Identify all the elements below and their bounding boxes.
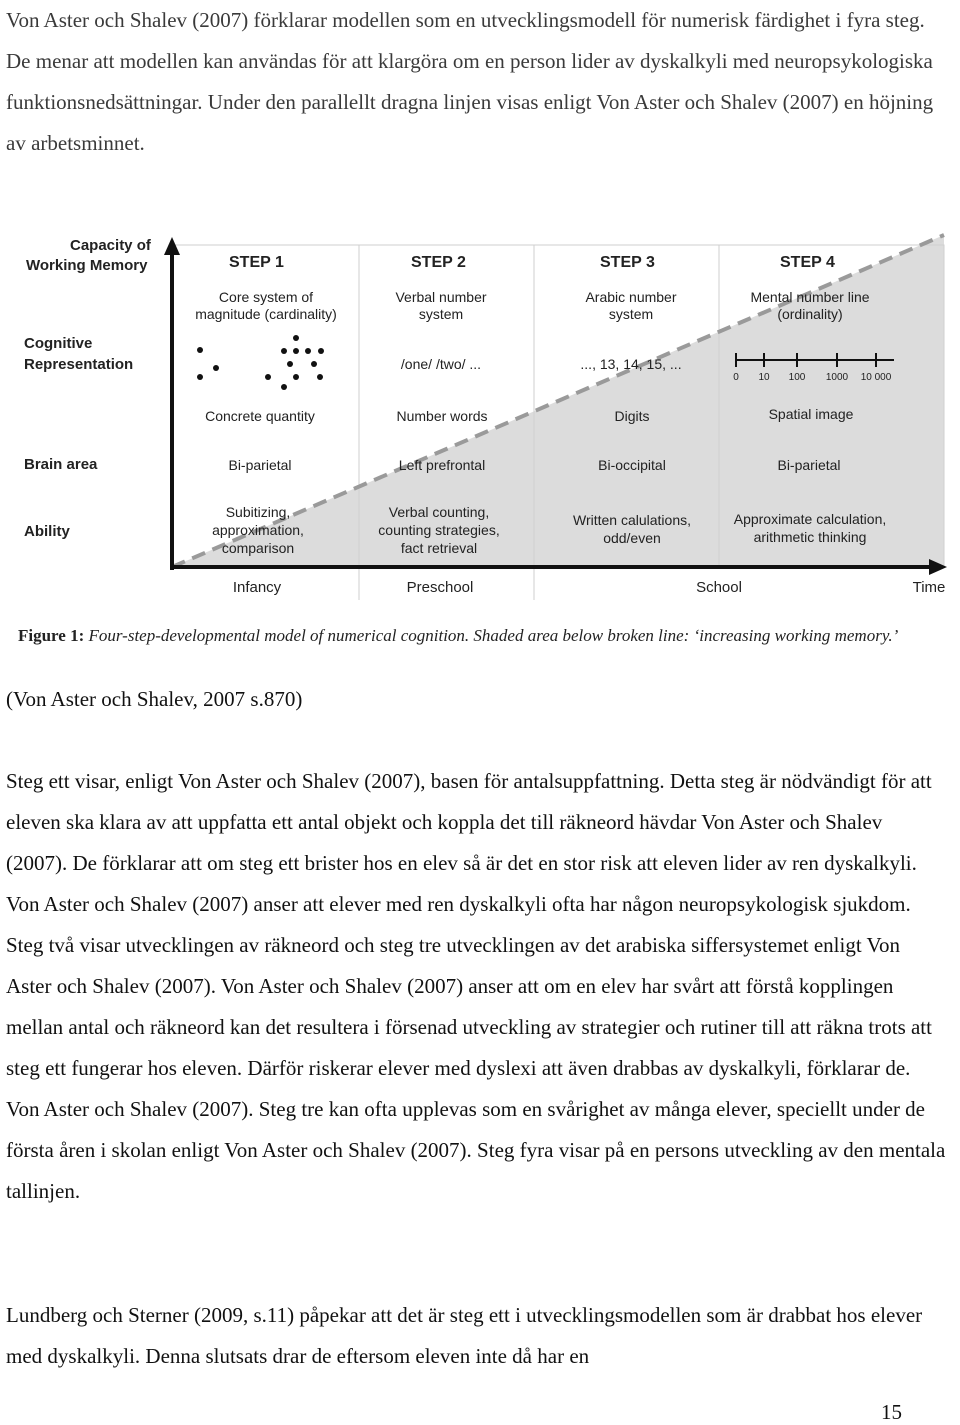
row-label-cognitive-2: Representation <box>24 356 134 373</box>
step3-core-2: system <box>608 306 654 322</box>
step2-brain: Left prefrontal <box>398 457 486 473</box>
step1-ability-2: approximation, <box>212 522 304 538</box>
step3-symbol: ..., 13, 14, 15, ... <box>580 356 682 372</box>
y-axis-arrow-icon <box>164 237 180 255</box>
x-label-infancy: Infancy <box>232 579 282 596</box>
number-line-tick: 1000 <box>825 372 849 383</box>
step2-rep: Number words <box>396 408 488 424</box>
number-line-tick: 100 <box>788 372 806 383</box>
step4-core-1: Mental number line <box>750 289 870 305</box>
figure-caption <box>18 626 898 646</box>
body-paragraph: Steg ett visar, enligt Von Aster och Shalev (2007), basen för antalsuppfattning. Detta steg är nödvändigt för att eleven ska klara av att uppfatta ett antal objekt och koppla det till räkneord hävdar Von Aster och Shalev (2007). De förklarar att om steg ett brister hos en elev så är det en stor risk att eleven lider av ren dyskalkyli. Von Aster och Shalev (2007) anser att elever med ren dyskalkyli ofta har någon neuropsykologisk sjukdom. Steg två visar utvecklingen av räkneord och steg tre utvecklingen av det arabiska siffersystemet enligt Von Aster och Shalev (2007). Von Aster och Shalev (2007) anser att om en elev har svårt att förstå kopplingen mellan antal och räkneord kan det resultera i försenad utveckling av strategier och rutiner till att räkna trots att steg ett fungerar hos eleven. Därför riskerar elever med dyslexi att även drabbas av dyskalkyli, förklarar de. Von Aster och Shalev (2007). Steg tre kan ofta upplevas som en svårighet av många elever, speciellt under de första åren i skolan enligt Von Aster och Shalev (2007). Steg fyra visar på en persons utveckling av den mentala tallinjen. <box>6 769 946 1203</box>
step4-rep: Spatial image <box>768 406 854 422</box>
step2-ability-2: counting strategies, <box>378 522 500 538</box>
figure-canvas <box>14 225 954 625</box>
step2-symbol: /one/ /two/ ... <box>400 356 482 372</box>
step2-ability-1: Verbal counting, <box>388 504 490 520</box>
step3-core-1: Arabic number <box>585 289 677 305</box>
step4-core-2: (ordinality) <box>777 306 843 322</box>
figure-caption-label: Figure 1: <box>18 626 85 645</box>
row-label-brain-area: Brain area <box>24 456 98 473</box>
row-label-cognitive-1: Cognitive <box>24 335 93 352</box>
dot-pattern-icon <box>197 335 324 390</box>
x-label-preschool: Preschool <box>406 579 474 596</box>
step1-core-1: Core system of <box>218 289 314 305</box>
step-4-header: STEP 4 <box>780 254 835 271</box>
step2-core-2: system <box>418 306 464 322</box>
y-axis-title-1: Capacity of <box>70 237 151 254</box>
row-label-ability: Ability <box>24 523 70 540</box>
y-axis-title-2: Working Memory <box>26 257 148 274</box>
number-line-tick: 0 <box>733 372 739 383</box>
step-3-header: STEP 3 <box>600 254 655 271</box>
step1-brain: Bi-parietal <box>228 457 292 473</box>
number-line-tick: 10 <box>758 372 770 383</box>
step-2-header: STEP 2 <box>411 254 466 271</box>
source-citation: (Von Aster och Shalev, 2007 s.870) <box>6 687 303 711</box>
step3-brain: Bi-occipital <box>598 457 666 473</box>
body-paragraph-2: Lundberg och Sterner (2009, s.11) påpekar att det är steg ett i utvecklingsmodellen som är drabbat hos elever med dyskalkyli. Denna slutsats drar de eftersom eleven inte då har en <box>6 1303 923 1368</box>
figure-caption-text: Four-step-developmental model of numerical cognition. Shaded area below broken line: ‘increasing working memory.’ <box>84 626 899 645</box>
number-line-tick: 10 000 <box>860 372 892 383</box>
step-1-header: STEP 1 <box>229 254 284 271</box>
page-number: 15 <box>881 1400 902 1424</box>
intro-paragraph: Von Aster och Shalev (2007) förklarar modellen som en utvecklingsmodell för numerisk färdighet i fyra steg. De menar att modellen kan användas för att klargöra om en person lider av dyskalkyli med neuropsykologiska funktionsnedsättningar. Under den parallellt dragna linjen visas enligt Von Aster och Shalev (2007) en höjning av arbetsminnet. <box>6 8 934 155</box>
step1-ability-1: Subitizing, <box>225 504 291 520</box>
step1-core-2: magnitude (cardinality) <box>195 306 337 322</box>
step2-ability-3: fact retrieval <box>400 540 478 556</box>
x-label-time: Time <box>912 579 946 596</box>
step3-ability-2: odd/even <box>603 530 661 546</box>
step4-brain: Bi-parietal <box>777 457 841 473</box>
step3-rep: Digits <box>614 408 650 424</box>
x-label-school: School <box>696 579 742 596</box>
step1-ability-3: comparison <box>221 540 295 556</box>
step1-rep: Concrete quantity <box>205 408 315 424</box>
developmental-model-figure <box>14 225 954 665</box>
step3-ability-1: Written calulations, <box>572 512 692 528</box>
step4-ability-2: arithmetic thinking <box>753 529 867 545</box>
step2-core-1: Verbal number <box>395 289 487 305</box>
step4-ability-1: Approximate calculation, <box>733 511 887 527</box>
